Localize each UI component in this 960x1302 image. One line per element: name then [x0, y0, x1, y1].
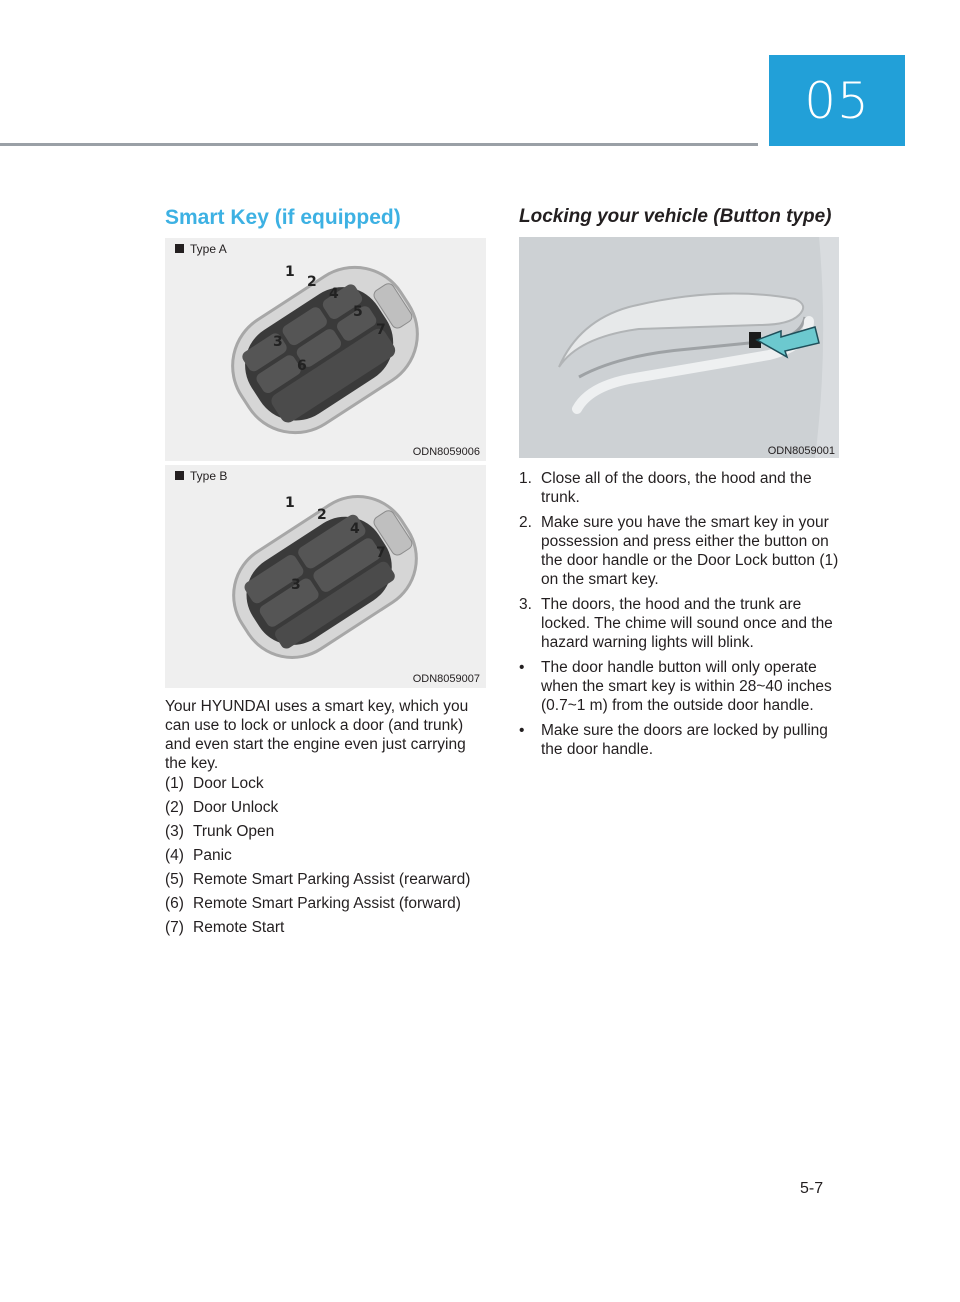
bullet-item: • Make sure the doors are locked by pulling the door handle. — [519, 722, 828, 758]
list-item: (6) Remote Smart Parking Assist (forward) — [165, 895, 461, 912]
door-handle-figure — [519, 237, 839, 458]
key-button-legend — [165, 774, 490, 942]
step-item: 1. Close all of the doors, the hood and the trunk. — [519, 470, 812, 506]
page-number: 5-7 — [800, 1180, 824, 1197]
figure-label-type-a: Type A — [175, 242, 227, 256]
list-item: (2) Door Unlock — [165, 799, 279, 816]
callout-5: 5 — [353, 304, 363, 320]
list-item: (5) Remote Smart Parking Assist (rearward) — [165, 871, 471, 888]
smart-key-figure-type-b — [165, 465, 486, 688]
step-item: 2. Make sure you have the smart key in your possession and press either the button on the door handle or the Door Lock button (1) on the smart key. — [519, 514, 839, 588]
callout-4: 4 — [350, 521, 360, 537]
chapter-tab: 05 — [769, 55, 905, 146]
callout-7: 7 — [376, 322, 386, 338]
header-rule — [0, 143, 758, 146]
callout-1: 1 — [285, 495, 295, 511]
list-item: (3) Trunk Open — [165, 823, 275, 840]
figure-label-type-b: Type B — [175, 469, 227, 483]
list-item: (7) Remote Start — [165, 919, 285, 936]
figure-code-type-b: ODN8059007 — [412, 673, 480, 685]
type-a-callouts — [165, 238, 486, 461]
door-handle-illustration — [519, 237, 839, 458]
callout-1: 1 — [285, 264, 295, 280]
smart-key-figure-type-a — [165, 238, 486, 461]
callout-3: 3 — [273, 334, 283, 350]
intro-paragraph: Your HYUNDAI uses a smart key, which you can use to lock or unlock a door (and trunk) and even start the engine even just carrying the key. — [165, 698, 469, 772]
bullet-item: • The door handle button will only operate when the smart key is within 28~40 inches (0.7~1 m) from the outside door handle. — [519, 659, 832, 714]
callout-4: 4 — [329, 286, 339, 302]
callout-2: 2 — [317, 507, 327, 523]
step-item: 3. The doors, the hood and the trunk are locked. The chime will sound once and the hazard warning lights will blink. — [519, 596, 833, 651]
subsection-title: Locking your vehicle (Button type) — [519, 206, 832, 227]
callout-2: 2 — [307, 274, 317, 290]
list-item: (4) Panic — [165, 847, 232, 864]
figure-code-door: ODN8059001 — [767, 445, 835, 457]
locking-steps — [519, 469, 844, 765]
section-title: Smart Key (if equipped) — [165, 206, 401, 229]
callout-7: 7 — [376, 545, 386, 561]
type-b-callouts — [165, 465, 486, 688]
figure-code-type-a: ODN8059006 — [412, 446, 480, 458]
callout-6: 6 — [297, 358, 307, 374]
list-item: (1) Door Lock — [165, 775, 264, 792]
callout-3: 3 — [291, 577, 301, 593]
